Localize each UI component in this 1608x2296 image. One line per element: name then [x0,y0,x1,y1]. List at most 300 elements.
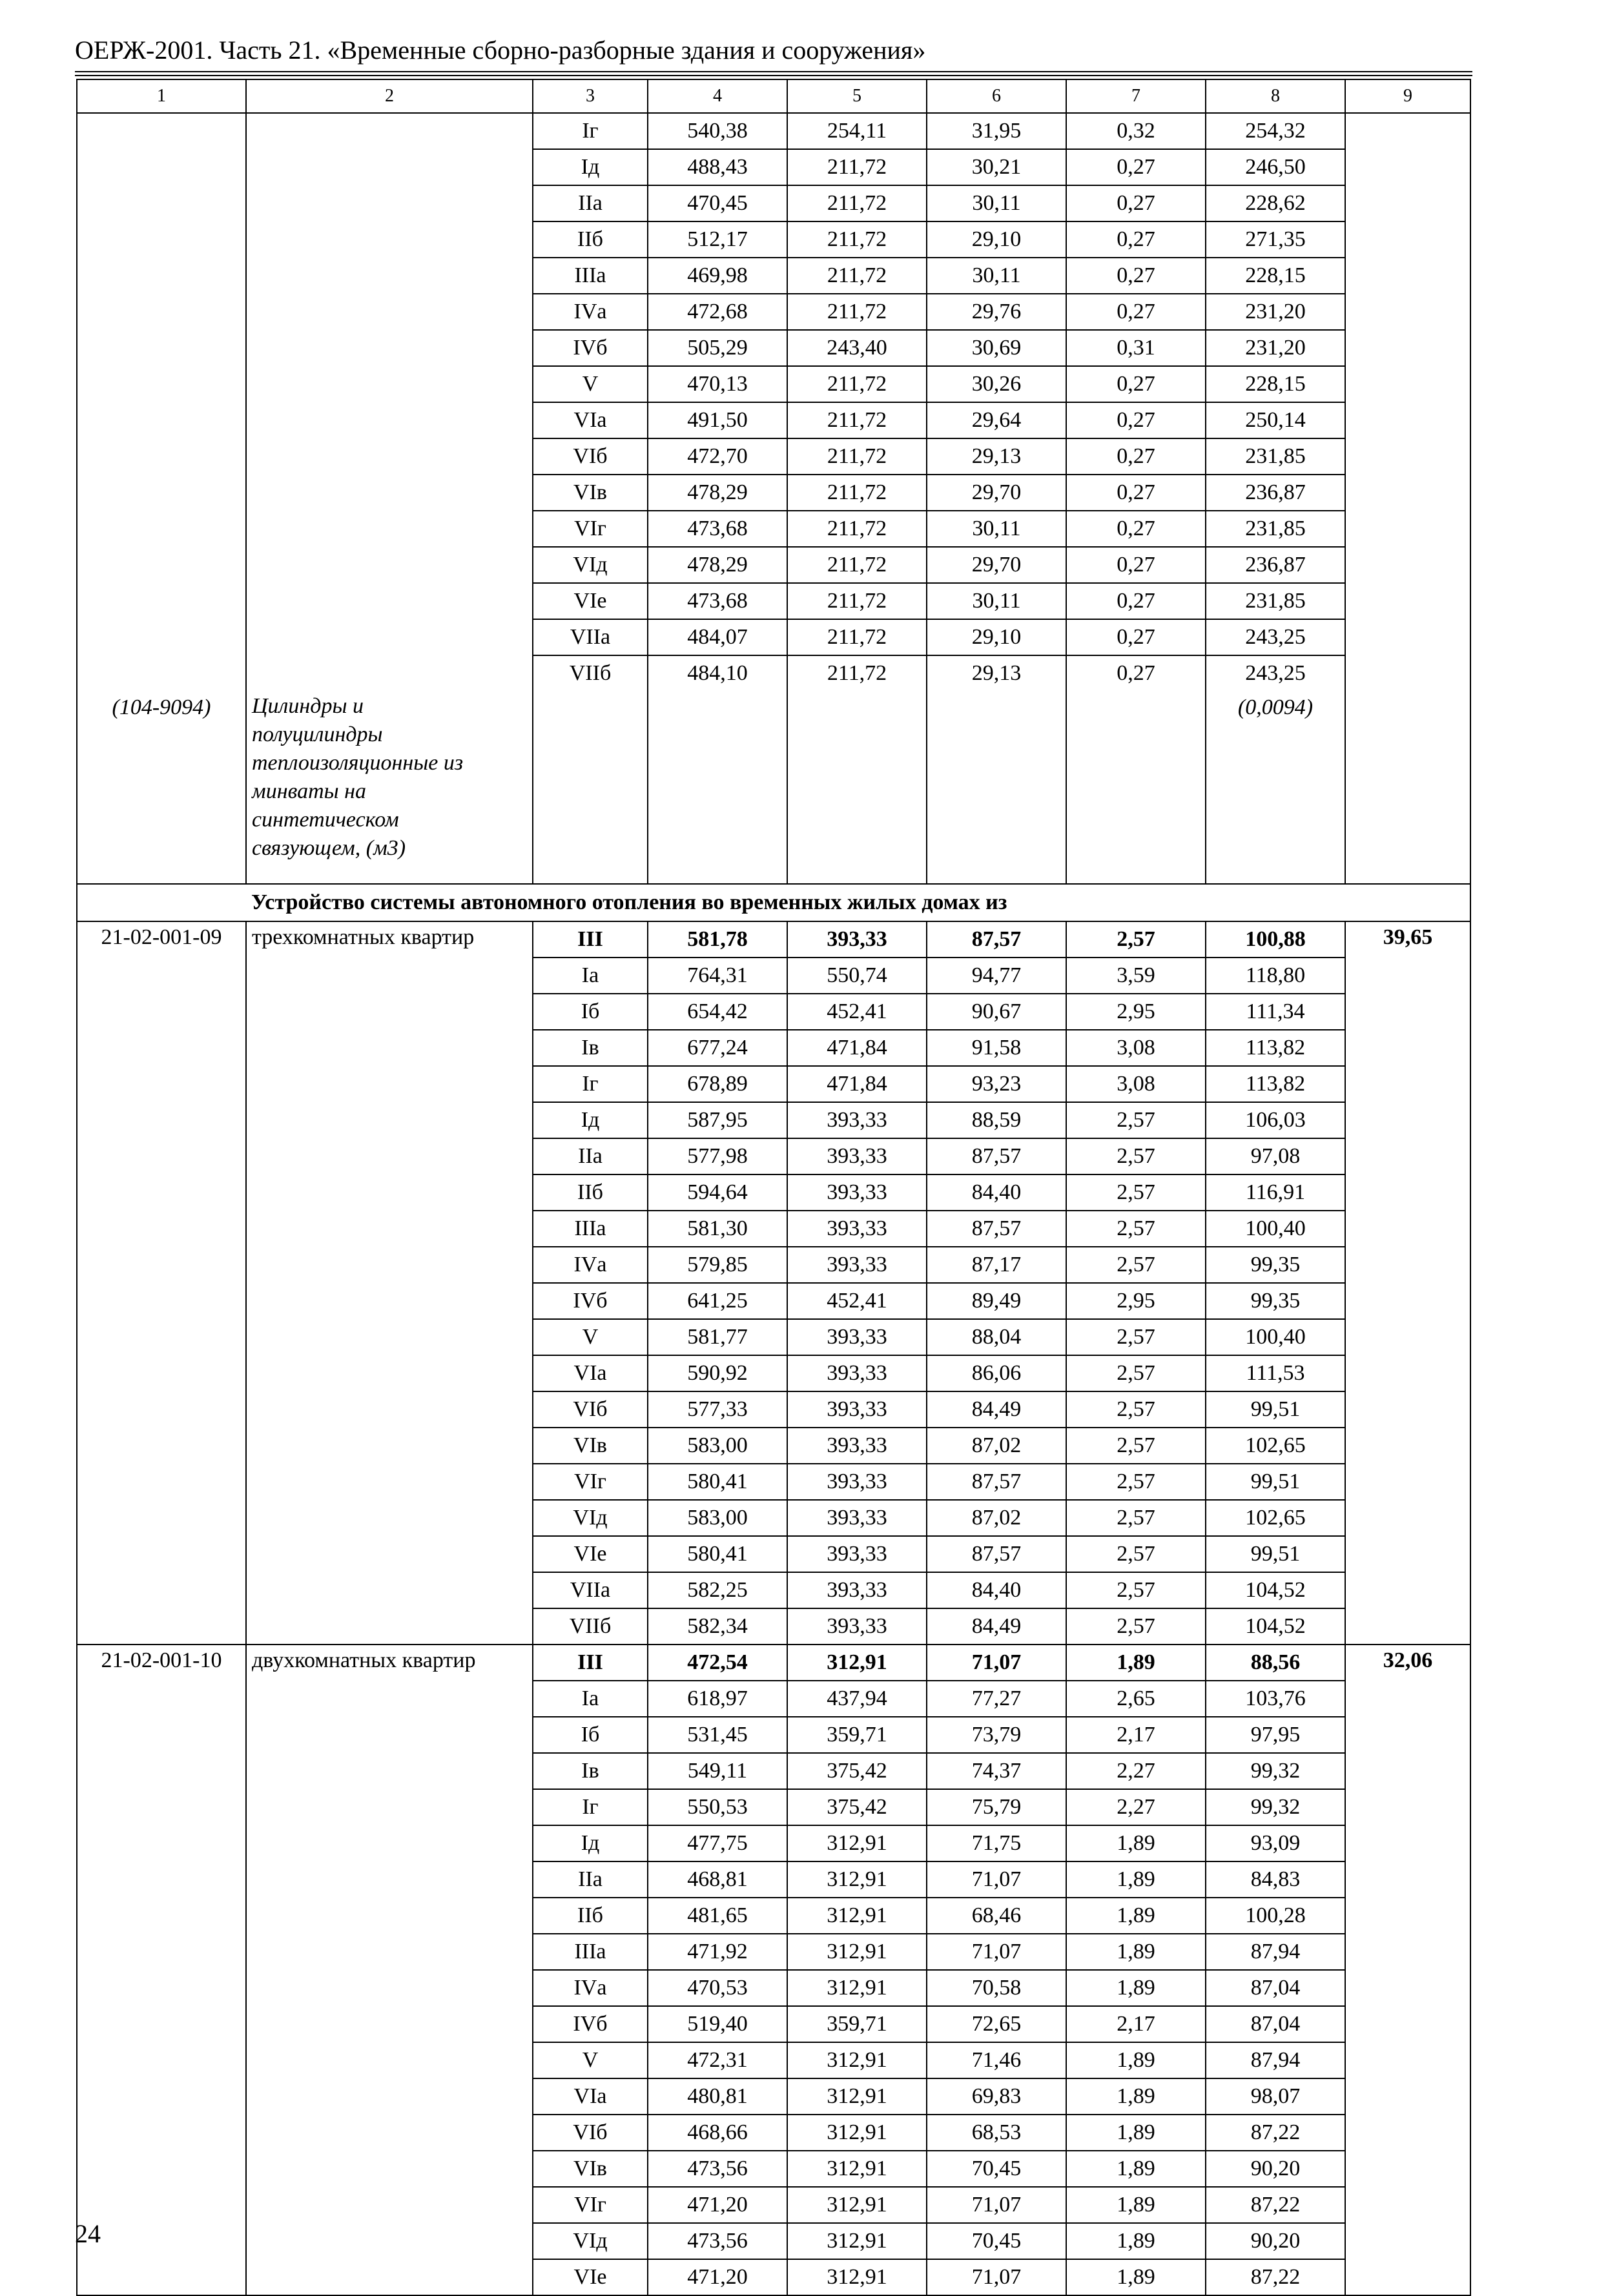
column-number: 9 [1345,79,1470,113]
value-cell: 393,33 [787,1428,927,1464]
zone-cell: IVа [533,294,648,330]
value-cell: 312,91 [787,1970,927,2006]
column-number: 1 [77,79,246,113]
value-cell: 519,40 [648,2006,787,2042]
zone-cell: IVб [533,2006,648,2042]
zone-cell: IVб [533,1283,648,1319]
value-cell: 579,85 [648,1247,787,1283]
page-number: 24 [75,2219,101,2248]
col9-cell: 32,06 [1345,1645,1470,2295]
value-cell: 0,27 [1066,185,1206,221]
value-cell: 531,45 [648,1717,787,1753]
value-cell: 393,33 [787,1102,927,1138]
value-cell: 74,37 [927,1753,1066,1789]
value-cell: 243,25 [1206,619,1345,655]
value-cell: 472,31 [648,2042,787,2078]
value-cell: 472,68 [648,294,787,330]
zone-cell: Iа [533,1681,648,1717]
zone-cell: Iг [533,1066,648,1102]
zone-cell: Iд [533,149,648,185]
empty-cell [927,691,1066,884]
material-name-line: Цилиндры и [252,694,364,718]
value-cell: 550,74 [787,958,927,994]
value-cell: 2,57 [1066,1247,1206,1283]
value-cell: 87,04 [1206,1970,1345,2006]
value-cell: 231,85 [1206,583,1345,619]
zone-cell: Iа [533,958,648,994]
value-cell: 549,11 [648,1753,787,1789]
zone-cell: VIд [533,2223,648,2259]
value-cell: 375,42 [787,1753,927,1789]
value-cell: 468,81 [648,1861,787,1898]
value-cell: 30,26 [927,366,1066,402]
value-cell: 211,72 [787,185,927,221]
value-cell: 1,89 [1066,1970,1206,2006]
value-cell: 88,04 [927,1319,1066,1355]
zone-cell: V [533,366,648,402]
zone-cell: VIа [533,402,648,438]
value-cell: 2,57 [1066,1572,1206,1608]
value-cell: 111,34 [1206,994,1345,1030]
value-cell: 100,88 [1206,921,1345,958]
value-cell: 312,91 [787,2223,927,2259]
material-name-line: минваты на [252,779,367,803]
value-cell: 87,22 [1206,2115,1345,2151]
value-cell: 30,11 [927,185,1066,221]
column-number: 6 [927,79,1066,113]
zone-cell: V [533,1319,648,1355]
value-cell: 104,52 [1206,1608,1345,1645]
value-cell: 87,02 [927,1428,1066,1464]
value-cell: 452,41 [787,1283,927,1319]
zone-cell: VIб [533,438,648,475]
value-cell: 118,80 [1206,958,1345,994]
value-cell: 312,91 [787,2187,927,2223]
empty-cell [787,691,927,884]
empty-cell [1345,691,1470,884]
zone-cell: IIа [533,1861,648,1898]
value-cell: 0,27 [1066,655,1206,691]
value-cell: 473,56 [648,2223,787,2259]
value-cell: 581,77 [648,1319,787,1355]
value-cell: 71,07 [927,2259,1066,2295]
value-cell: 393,33 [787,1211,927,1247]
value-cell: 99,35 [1206,1283,1345,1319]
value-cell: 393,33 [787,1536,927,1572]
code-cell [77,113,246,691]
material-code: (104-9094) [77,691,246,884]
value-cell: 77,27 [927,1681,1066,1717]
value-cell: 236,87 [1206,475,1345,511]
value-cell: 478,29 [648,547,787,583]
value-cell: 3,08 [1066,1066,1206,1102]
col9-cell [1345,113,1470,691]
value-cell: 0,27 [1066,258,1206,294]
value-cell: 0,27 [1066,402,1206,438]
value-cell: 254,11 [787,113,927,149]
value-cell: 70,58 [927,1970,1066,2006]
position-name: трехкомнатных квартир [246,921,533,1645]
column-number: 5 [787,79,927,113]
value-cell: 231,85 [1206,438,1345,475]
value-cell: 470,53 [648,1970,787,2006]
value-cell: 228,62 [1206,185,1345,221]
value-cell: 71,07 [927,1934,1066,1970]
value-cell: 211,72 [787,511,927,547]
value-cell: 393,33 [787,1500,927,1536]
value-cell: 471,92 [648,1934,787,1970]
value-cell: 87,57 [927,1211,1066,1247]
value-cell: 1,89 [1066,1861,1206,1898]
value-cell: 87,57 [927,1138,1066,1174]
value-cell: 581,30 [648,1211,787,1247]
value-cell: 312,91 [787,1934,927,1970]
value-cell: 0,27 [1066,149,1206,185]
value-cell: 231,20 [1206,330,1345,366]
value-cell: 211,72 [787,402,927,438]
value-cell: 69,83 [927,2078,1066,2115]
zone-cell: VIа [533,1355,648,1391]
value-cell: 87,22 [1206,2187,1345,2223]
value-cell: 87,22 [1206,2259,1345,2295]
value-cell: 87,57 [927,1464,1066,1500]
value-cell: 98,07 [1206,2078,1345,2115]
value-cell: 228,15 [1206,366,1345,402]
value-cell: 480,81 [648,2078,787,2115]
value-cell: 393,33 [787,921,927,958]
value-cell: 0,27 [1066,619,1206,655]
value-cell: 90,67 [927,994,1066,1030]
value-cell: 678,89 [648,1066,787,1102]
value-cell: 86,06 [927,1355,1066,1391]
empty-cell [1066,691,1206,884]
value-cell: 71,07 [927,1645,1066,1681]
value-cell: 94,77 [927,958,1066,994]
value-cell: 73,79 [927,1717,1066,1753]
zone-cell: VIе [533,2259,648,2295]
value-cell: 29,10 [927,221,1066,258]
zone-cell: IVа [533,1247,648,1283]
value-cell: 87,57 [927,921,1066,958]
value-cell: 468,66 [648,2115,787,2151]
material-name-line: синтетическом [252,808,399,832]
value-cell: 90,20 [1206,2223,1345,2259]
value-cell: 471,20 [648,2187,787,2223]
value-cell: 393,33 [787,1174,927,1211]
header-rule [75,75,1472,76]
value-cell: 540,38 [648,113,787,149]
value-cell: 113,82 [1206,1066,1345,1102]
value-cell: 29,64 [927,402,1066,438]
empty-cell [648,691,787,884]
value-cell: 30,11 [927,258,1066,294]
value-cell: 1,89 [1066,2151,1206,2187]
value-cell: 582,34 [648,1608,787,1645]
value-cell: 0,27 [1066,475,1206,511]
value-cell: 2,57 [1066,1500,1206,1536]
value-cell: 30,11 [927,511,1066,547]
empty-cell [533,691,648,884]
value-cell: 594,64 [648,1174,787,1211]
zone-cell: Iг [533,113,648,149]
value-cell: 1,89 [1066,1898,1206,1934]
material-name-line: связующем, (м3) [252,836,406,860]
value-cell: 581,78 [648,921,787,958]
value-cell: 2,95 [1066,994,1206,1030]
zone-cell: VIб [533,1391,648,1428]
value-cell: 88,56 [1206,1645,1345,1681]
value-cell: 0,31 [1066,330,1206,366]
value-cell: 72,65 [927,2006,1066,2042]
value-cell: 29,70 [927,475,1066,511]
document-header: ОЕРЖ-2001. Часть 21. «Временные сборно-разборные здания и сооружения» [75,36,926,65]
position-code: 21-02-001-09 [77,921,246,1645]
zone-cell: VIа [533,2078,648,2115]
zone-cell: IVа [533,1970,648,2006]
value-cell: 84,49 [927,1391,1066,1428]
value-cell: 2,17 [1066,1717,1206,1753]
value-cell: 2,57 [1066,1355,1206,1391]
value-cell: 1,89 [1066,2042,1206,2078]
value-cell: 1,89 [1066,2223,1206,2259]
value-cell: 471,20 [648,2259,787,2295]
value-cell: 68,53 [927,2115,1066,2151]
value-cell: 312,91 [787,2151,927,2187]
value-cell: 231,85 [1206,511,1345,547]
value-cell: 29,13 [927,655,1066,691]
value-cell: 99,51 [1206,1464,1345,1500]
zone-cell: VIIб [533,1608,648,1645]
value-cell: 359,71 [787,2006,927,2042]
zone-cell: Iд [533,1102,648,1138]
value-cell: 211,72 [787,438,927,475]
zone-cell: VIв [533,2151,648,2187]
material-row [77,691,1470,884]
value-cell: 0,27 [1066,583,1206,619]
value-cell: 29,13 [927,438,1066,475]
value-cell: 106,03 [1206,1102,1345,1138]
value-cell: 102,65 [1206,1500,1345,1536]
column-number: 7 [1066,79,1206,113]
value-cell: 2,65 [1066,1681,1206,1717]
value-cell: 0,27 [1066,547,1206,583]
zone-cell: Iд [533,1825,648,1861]
value-cell: 580,41 [648,1464,787,1500]
value-cell: 99,51 [1206,1536,1345,1572]
value-cell: 243,40 [787,330,927,366]
value-cell: 580,41 [648,1536,787,1572]
value-cell: 246,50 [1206,149,1345,185]
zone-cell: IIIа [533,1211,648,1247]
value-cell: 211,72 [787,475,927,511]
value-cell: 211,72 [787,583,927,619]
name-cell [246,113,533,691]
value-cell: 488,43 [648,149,787,185]
value-cell: 1,89 [1066,2078,1206,2115]
value-cell: 641,25 [648,1283,787,1319]
value-cell: 677,24 [648,1030,787,1066]
zone-cell: IVб [533,330,648,366]
value-cell: 243,25 [1206,655,1345,691]
value-cell: 236,87 [1206,547,1345,583]
value-cell: 71,07 [927,2187,1066,2223]
zone-cell: VIг [533,511,648,547]
value-cell: 211,72 [787,149,927,185]
table-row-main [77,1645,1470,1681]
value-cell: 1,89 [1066,1645,1206,1681]
value-cell: 2,57 [1066,1211,1206,1247]
value-cell: 99,32 [1206,1753,1345,1789]
value-cell: 312,91 [787,1645,927,1681]
column-number: 3 [533,79,648,113]
value-cell: 70,45 [927,2151,1066,2187]
value-cell: 1,89 [1066,2115,1206,2151]
value-cell: 470,13 [648,366,787,402]
value-cell: 84,40 [927,1174,1066,1211]
value-cell: 2,57 [1066,1174,1206,1211]
value-cell: 3,59 [1066,958,1206,994]
zone-cell: VIд [533,1500,648,1536]
table-row [77,113,1470,149]
zone-cell: VIг [533,1464,648,1500]
value-cell: 211,72 [787,258,927,294]
value-cell: 211,72 [787,655,927,691]
value-cell: 71,07 [927,1861,1066,1898]
position-name: двухкомнатных квартир [246,1645,533,2295]
value-cell: 87,57 [927,1536,1066,1572]
value-cell: 2,57 [1066,1319,1206,1355]
zone-cell: III [533,921,648,958]
value-cell: 590,92 [648,1355,787,1391]
zone-cell: VIв [533,1428,648,1464]
value-cell: 211,72 [787,547,927,583]
zone-cell: VIг [533,2187,648,2223]
value-cell: 93,09 [1206,1825,1345,1861]
value-cell: 0,27 [1066,294,1206,330]
value-cell: 583,00 [648,1500,787,1536]
zone-cell: Iб [533,994,648,1030]
value-cell: 618,97 [648,1681,787,1717]
value-cell: 312,91 [787,1898,927,1934]
value-cell: 99,51 [1206,1391,1345,1428]
value-cell: 31,95 [927,113,1066,149]
value-cell: 473,56 [648,2151,787,2187]
value-cell: 113,82 [1206,1030,1345,1066]
value-cell: 393,33 [787,1138,927,1174]
value-cell: 2,27 [1066,1789,1206,1825]
value-cell: 84,83 [1206,1861,1345,1898]
value-cell: 71,75 [927,1825,1066,1861]
value-cell: 312,91 [787,2259,927,2295]
value-cell: 2,57 [1066,1536,1206,1572]
value-cell: 104,52 [1206,1572,1345,1608]
value-cell: 97,08 [1206,1138,1345,1174]
value-cell: 505,29 [648,330,787,366]
value-cell: 477,75 [648,1825,787,1861]
value-cell: 512,17 [648,221,787,258]
empty-cell [77,884,246,921]
zone-cell: VIе [533,583,648,619]
value-cell: 29,70 [927,547,1066,583]
column-number-row [77,79,1470,113]
value-cell: 0,32 [1066,113,1206,149]
zone-cell: VIе [533,1536,648,1572]
value-cell: 577,33 [648,1391,787,1428]
value-cell: 312,91 [787,2042,927,2078]
value-cell: 473,68 [648,511,787,547]
zone-cell: VIIа [533,1572,648,1608]
value-cell: 452,41 [787,994,927,1030]
value-cell: 2,57 [1066,1102,1206,1138]
material-name-line: полуцилиндры [252,723,383,746]
value-cell: 111,53 [1206,1355,1345,1391]
zone-cell: VIIа [533,619,648,655]
value-cell: 472,54 [648,1645,787,1681]
value-cell: 231,20 [1206,294,1345,330]
value-cell: 2,57 [1066,1464,1206,1500]
zone-cell: IIа [533,185,648,221]
value-cell: 84,40 [927,1572,1066,1608]
value-cell: 654,42 [648,994,787,1030]
value-cell: 211,72 [787,221,927,258]
zone-cell: VIб [533,2115,648,2151]
value-cell: 68,46 [927,1898,1066,1934]
value-cell: 87,02 [927,1500,1066,1536]
value-cell: 89,49 [927,1283,1066,1319]
zone-cell: VIв [533,475,648,511]
zone-cell: IIб [533,1174,648,1211]
value-cell: 87,94 [1206,1934,1345,1970]
value-cell: 97,95 [1206,1717,1345,1753]
value-cell: 254,32 [1206,113,1345,149]
value-cell: 2,57 [1066,1138,1206,1174]
value-cell: 484,07 [648,619,787,655]
zone-cell: Iв [533,1030,648,1066]
value-cell: 393,33 [787,1391,927,1428]
value-cell: 103,76 [1206,1681,1345,1717]
value-cell: 2,27 [1066,1753,1206,1789]
value-cell: 91,58 [927,1030,1066,1066]
value-cell: 764,31 [648,958,787,994]
value-cell: 359,71 [787,1717,927,1753]
column-number: 2 [246,79,533,113]
value-cell: 29,76 [927,294,1066,330]
value-cell: 393,33 [787,1319,927,1355]
zone-cell: IIб [533,1898,648,1934]
value-cell: 478,29 [648,475,787,511]
value-cell: 29,10 [927,619,1066,655]
section-title-row [77,884,1470,921]
value-cell: 0,27 [1066,511,1206,547]
zone-cell: IIб [533,221,648,258]
value-cell: 471,84 [787,1030,927,1066]
zone-cell: Iг [533,1789,648,1825]
value-cell: 587,95 [648,1102,787,1138]
value-cell: 3,08 [1066,1030,1206,1066]
material-name-line: теплоизоляционные из [252,751,464,775]
value-cell: 481,65 [648,1898,787,1934]
value-cell: 211,72 [787,619,927,655]
value-cell: 2,57 [1066,921,1206,958]
value-cell: 393,33 [787,1355,927,1391]
value-cell: 271,35 [1206,221,1345,258]
value-cell: 30,69 [927,330,1066,366]
value-cell: 471,84 [787,1066,927,1102]
zone-cell: Iв [533,1753,648,1789]
value-cell: 472,70 [648,438,787,475]
zone-cell: VIIб [533,655,648,691]
value-cell: 30,21 [927,149,1066,185]
